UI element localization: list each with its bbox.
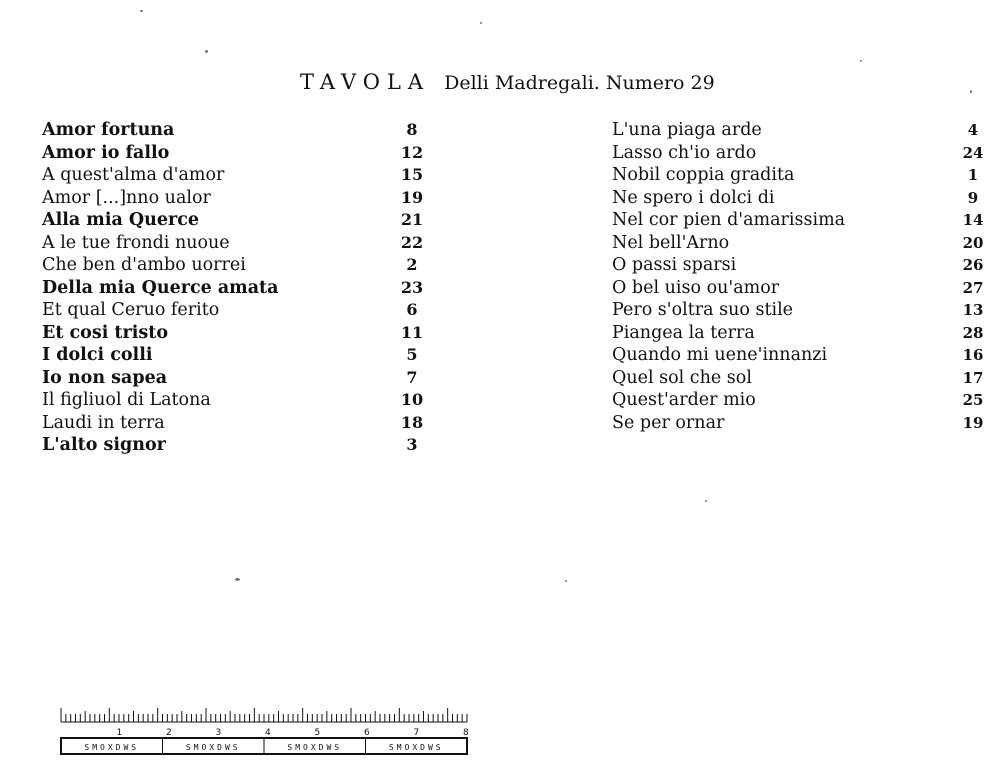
entry-number: 26 (962, 256, 984, 274)
entry-title: Il figliuol di Latona (42, 390, 211, 410)
ruler-segment-label: SMOXDWS (185, 743, 241, 752)
scan-speck (705, 500, 707, 502)
index-entry (612, 277, 997, 300)
entry-number: 21 (400, 210, 424, 229)
entry-number: 4 (967, 121, 979, 139)
index-entry (42, 142, 442, 165)
scan-speck (970, 90, 972, 93)
entry-title: Et qual Ceruo ferito (42, 300, 220, 320)
scan-speck (205, 50, 208, 53)
entry-number: 11 (400, 322, 424, 342)
entry-number: 5 (406, 345, 418, 364)
entry-title: L'una piaga arde (612, 120, 762, 140)
entry-title: Nel bell'Arno (612, 232, 730, 253)
index-entry (612, 119, 997, 142)
ruler-number: 6 (364, 728, 370, 738)
entry-number: 23 (400, 277, 424, 297)
entry-number: 25 (962, 391, 984, 409)
entry-title: Alla mia Querce (42, 210, 200, 230)
entry-number: 13 (962, 301, 984, 319)
entry-number: 9 (967, 188, 979, 207)
entry-title: Amor io fallo (42, 142, 170, 163)
entry-number: 28 (962, 323, 984, 342)
entry-title: Quel sol che sol (612, 367, 752, 388)
index-entry (42, 299, 442, 322)
ruler-number: 2 (166, 728, 172, 738)
index-entry (42, 344, 442, 367)
ruler-segment-label: SMOXDWS (84, 743, 140, 752)
entry-title: Et cosi tristo (42, 322, 168, 343)
entry-title: Quest'arder mio (612, 390, 756, 410)
entry-title: Pero s'oltra suo stile (612, 300, 794, 320)
scan-speck (565, 580, 567, 582)
entry-number: 2 (406, 255, 418, 274)
index-entry (42, 434, 442, 457)
ruler-number: 7 (413, 728, 420, 738)
index-entry (612, 142, 997, 165)
entry-title: A le tue frondi nuoue (42, 232, 230, 253)
entry-number: 12 (400, 142, 424, 162)
scan-speck (860, 60, 862, 62)
index-entry (612, 389, 997, 412)
entry-number: 18 (400, 412, 424, 432)
entry-number: 8 (406, 120, 418, 139)
entry-title: Che ben d'ambo uorrei (42, 255, 246, 275)
entry-title: Nobil coppia gradita (612, 165, 795, 185)
entry-title: Amor [...]nno ualor (42, 187, 211, 208)
index-entry (612, 164, 997, 187)
index-entry (42, 322, 442, 345)
entry-title: Nel cor pien d'amarissima (612, 210, 846, 230)
index-entry (612, 187, 997, 210)
scan-speck (235, 578, 240, 581)
entry-title: O passi sparsi (612, 255, 737, 275)
index-entry (612, 412, 997, 435)
title-tavola: TAVOLA (300, 70, 431, 94)
entry-number: 22 (400, 232, 424, 252)
entry-title: L'alto signor (42, 435, 166, 455)
entry-title: A quest'alma d'amor (42, 165, 225, 185)
entry-number: 1 (967, 166, 979, 184)
ruler-svg (45, 700, 475, 760)
index-entry (612, 254, 997, 277)
entry-title: Se per ornar (612, 412, 725, 433)
entry-number: 6 (406, 300, 418, 319)
ruler-number: 5 (314, 728, 321, 738)
index-entry (612, 209, 997, 232)
ruler-segment-label: SMOXDWS (287, 743, 343, 752)
title-subtitle: Delli Madregali. Numero 29 (444, 72, 715, 94)
index-entry (42, 209, 442, 232)
entry-number: 19 (962, 413, 984, 432)
page-title (300, 70, 715, 94)
index-entry (612, 299, 997, 322)
entry-number: 17 (962, 368, 984, 387)
entry-number: 3 (406, 435, 418, 454)
ruler-number: 1 (116, 728, 123, 738)
index-entry (42, 254, 442, 277)
index-entry (42, 232, 442, 255)
entry-title: Lasso ch'io ardo (612, 142, 757, 163)
entry-number: 20 (962, 233, 984, 252)
index-entry (612, 232, 997, 255)
entry-title: Laudi in terra (42, 412, 165, 433)
ruler-number: 8 (463, 728, 469, 738)
entry-title: Amor fortuna (42, 120, 175, 140)
index-entry (42, 187, 442, 210)
entry-title: I dolci colli (42, 345, 153, 365)
entry-number: 15 (400, 165, 424, 184)
index-column-right (612, 119, 997, 434)
index-entry (42, 119, 442, 142)
index-entry (42, 164, 442, 187)
entry-number: 27 (962, 278, 984, 297)
entry-title: Io non sapea (42, 367, 168, 388)
index-entry (612, 322, 997, 345)
entry-title: Ne spero i dolci di (612, 187, 775, 208)
index-entry (42, 367, 442, 390)
entry-number: 10 (400, 390, 424, 409)
index-column-left (42, 119, 442, 457)
index-entry (42, 412, 442, 435)
ruler-number: 4 (265, 728, 271, 738)
scan-speck (140, 10, 143, 12)
ruler-number: 3 (215, 728, 222, 738)
scan-speck (480, 22, 482, 24)
entry-title: Piangea la terra (612, 322, 755, 343)
index-entry (42, 389, 442, 412)
entry-number: 16 (962, 346, 984, 364)
entry-number: 19 (400, 187, 424, 207)
ruler-segment-label: SMOXDWS (388, 743, 444, 752)
entry-title: Della mia Querce amata (42, 277, 279, 298)
index-entry (612, 344, 997, 367)
index-entry (42, 277, 442, 300)
index-entry (612, 367, 997, 390)
scale-ruler (45, 700, 475, 760)
entry-number: 7 (406, 367, 418, 387)
entry-number: 14 (962, 211, 984, 229)
entry-number: 24 (962, 143, 984, 162)
entry-title: O bel uiso ou'amor (612, 277, 780, 298)
entry-title: Quando mi uene'innanzi (612, 345, 828, 365)
